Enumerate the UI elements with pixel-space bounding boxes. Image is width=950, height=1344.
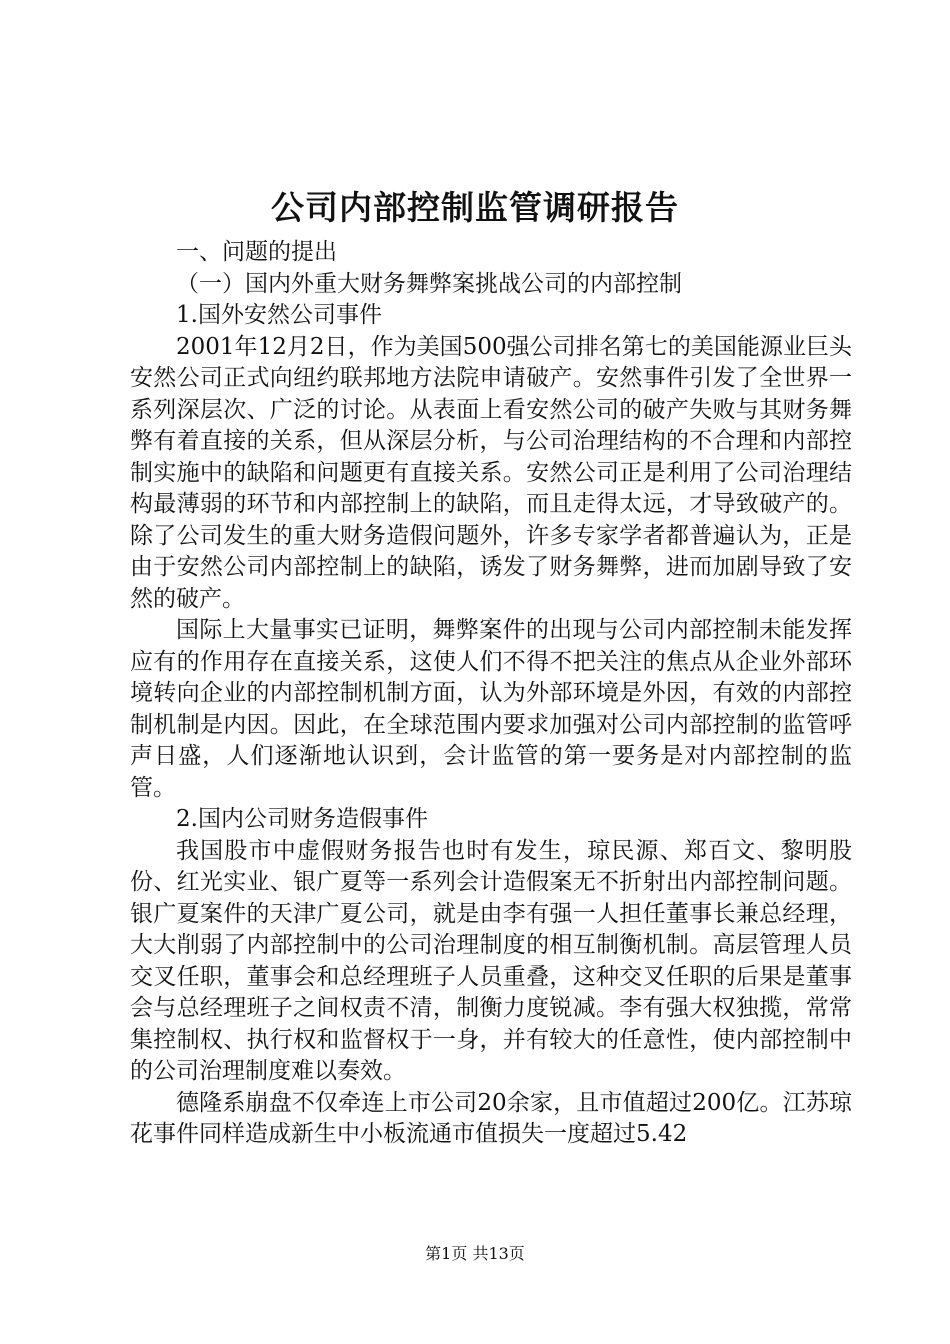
paragraph-2: 国际上大量事实已证明，舞弊案件的出现与公司内部控制未能发挥应有的作用存在直接关系，这使人们不得不把关注的焦点从企业外部环境转向企业的内部控制机制方面，认为外部环境是外因，有效的内部控制机制是内因。因此，在全球范围内要求加强对公司内部控制的监管呼声日盛，人们逐渐地认识到，会计监管的第一要务是对内部控制的监管。 [130,617,852,801]
paragraph-3: 我国股市中虚假财务报告也时有发生，琼民源、郑百文、黎明股份、红光实业、银广夏等一系列会计造假案无不折射出内部控制问题。银广夏案件的天津广夏公司，就是由李有强一人担任董事长兼总经理，大大削弱了内部控制中的公司治理制度的相互制衡机制。高层管理人员交叉任职，董事会和总经理班子人员重叠，这种交叉任职的后果是董事会与总经理班子之间权责不清，制衡力度锐减。李有强大权独揽，常常集控制权、执行权和监督权于一身，并有较大的任意性，使内部控制中的公司治理制度难以奏效。 [130,837,852,1084]
item-heading-2: 2.国内公司财务造假事件 [176,806,428,832]
section-heading: 一、问题的提出 [176,239,337,265]
item-heading-1: 1.国外安然公司事件 [176,302,382,328]
document-title: 公司内部控制监管调研报告 [271,188,679,227]
paragraph-4: 德隆系崩盘不仅牵连上市公司20余家，且市值超过200亿。江苏琼花事件同样造成新生中小板流通市值损失一度超过5.42 [130,1089,852,1147]
document-body [130,237,852,1151]
page-footer: 第1页 共13页 [425,1244,525,1263]
subsection-heading: （一）国内外重大财务舞弊案挑战公司的内部控制 [176,270,682,297]
paragraph-1: 2001年12月2日，作为美国500强公司排名第七的美国能源业巨头安然公司正式向纽约联邦地方法院申请破产。安然事件引发了全世界一系列深层次、广泛的讨论。从表面上看安然公司的破产失败与其财务舞弊有着直接的关系，但从深层分析，与公司治理结构的不合理和内部控制实施中的缺陷和问题更有直接关系。安然公司正是利用了公司治理结构最薄弱的环节和内部控制上的缺陷，而且走得太远，才导致破产的。除了公司发生的重大财务造假问题外，许多专家学者都普遍认为，正是由于安然公司内部控制上的缺陷，诱发了财务舞弊，进而加剧导致了安然的破产。 [130,333,852,612]
